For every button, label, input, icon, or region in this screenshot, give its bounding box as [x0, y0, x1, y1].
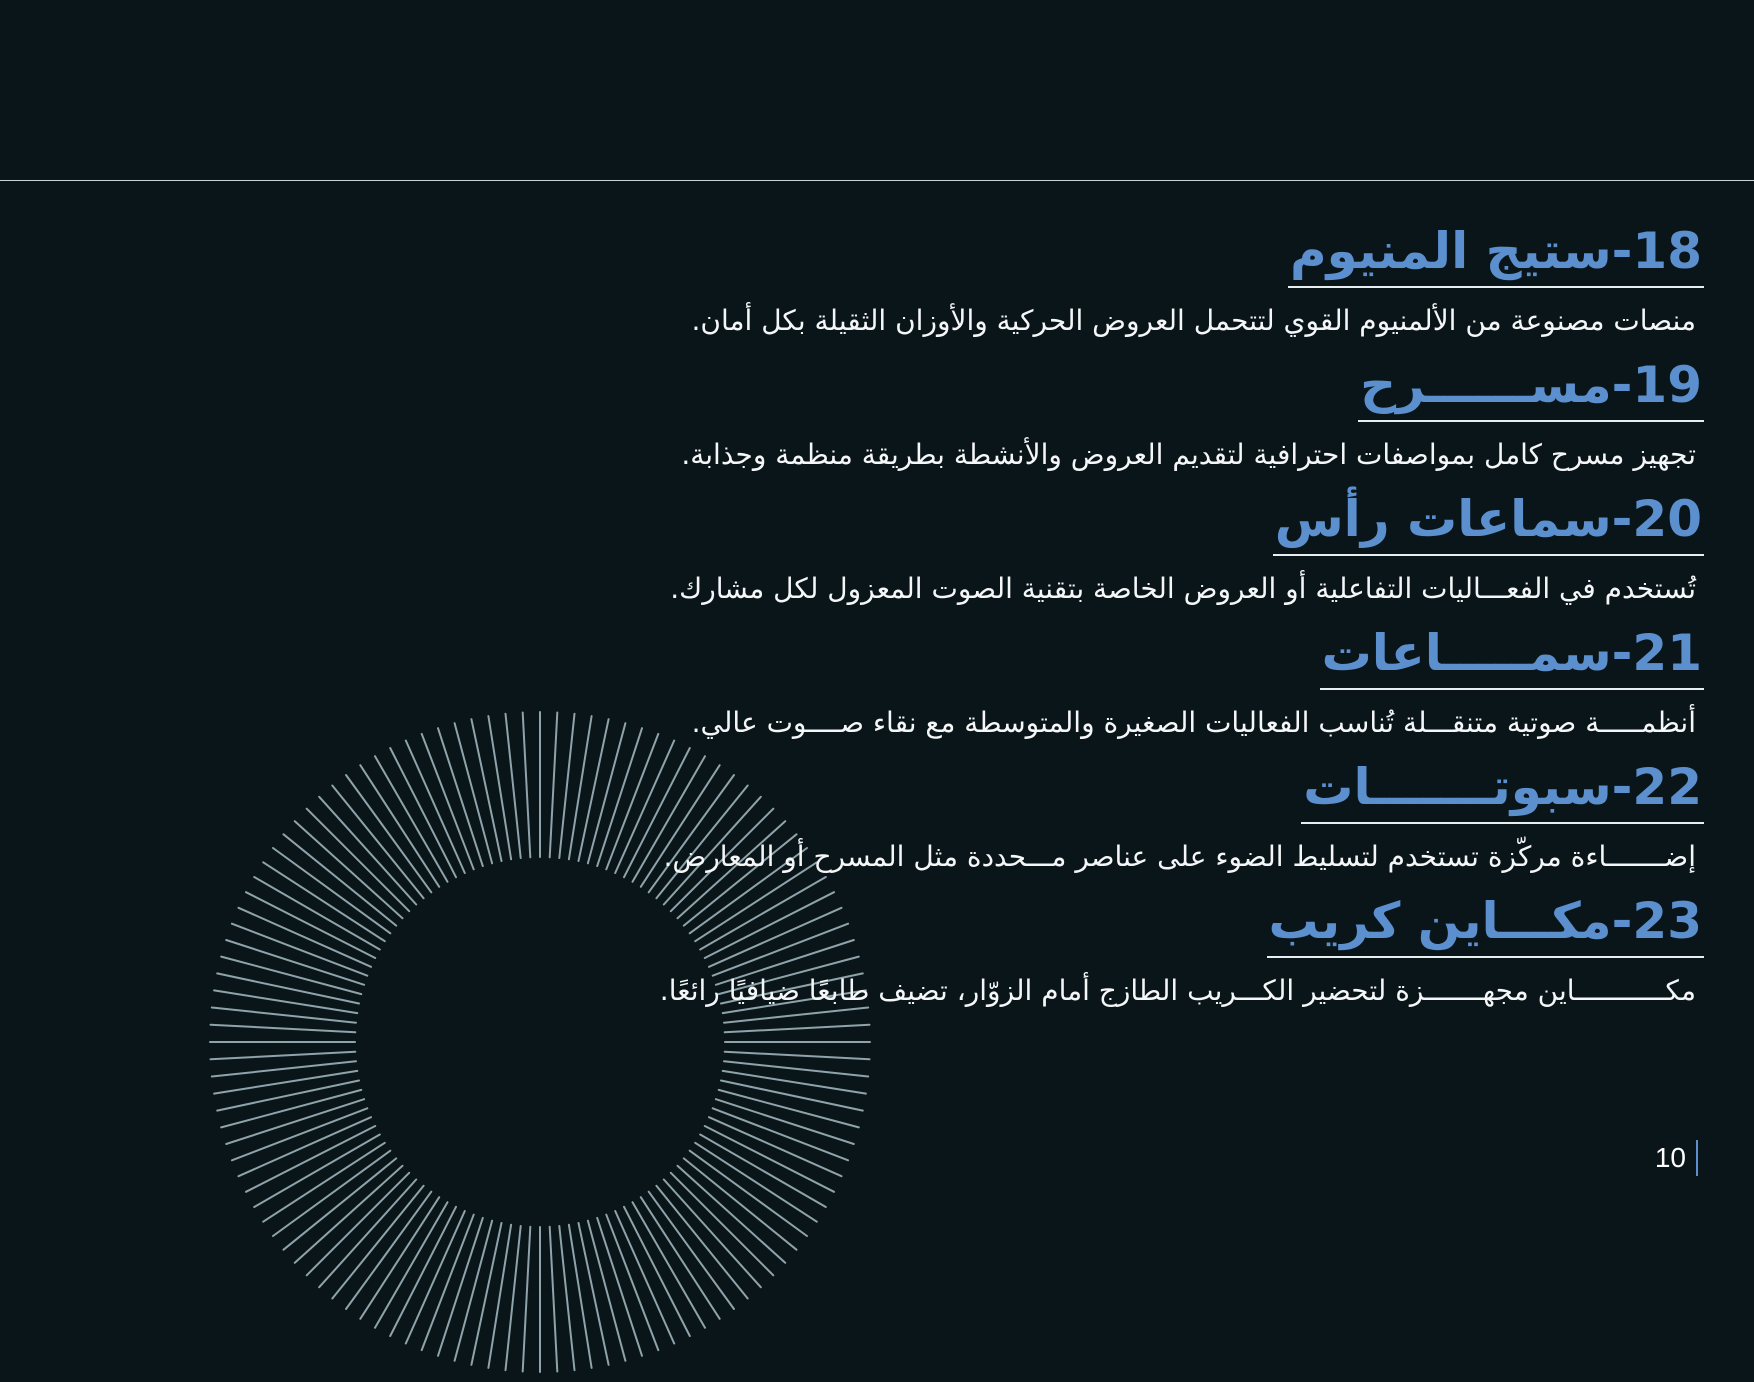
- sunburst-ray: [246, 1126, 375, 1192]
- list-item: [468, 622, 1702, 742]
- sunburst-ray: [709, 1117, 842, 1176]
- item-heading: 23-مكـــاين كريب: [1267, 890, 1705, 958]
- item-heading: 18-ستيج المنيوم: [1288, 220, 1704, 288]
- list-item: [468, 756, 1702, 876]
- item-description: منصات مصنوعة من الألمنيوم القوي لتتحمل العروض الحركية والأوزان الثقيلة بكل أمان.: [691, 304, 1696, 337]
- sunburst-ray: [239, 1117, 372, 1176]
- item-heading: 22-سبوتـــــــات: [1301, 756, 1704, 824]
- sunburst-ray: [615, 1211, 674, 1344]
- sunburst-ray: [211, 1052, 356, 1060]
- sunburst-ray: [246, 892, 375, 958]
- sunburst-ray: [705, 1126, 834, 1192]
- sunburst-ray: [725, 1025, 870, 1033]
- sunburst-ray: [390, 748, 456, 877]
- sunburst-ray: [725, 1052, 870, 1060]
- sunburst-ray: [550, 1227, 558, 1372]
- sunburst-ray: [406, 1211, 465, 1344]
- page-number: [1655, 1138, 1698, 1178]
- sunburst-ray: [226, 940, 364, 985]
- list-item: [468, 220, 1702, 340]
- item-heading: 20-سماعات رأس: [1273, 488, 1704, 556]
- sunburst-ray: [624, 1207, 690, 1336]
- item-description: مكـــــــــــاين مجهـــــــزة لتحضير الكـــريب الطازج أمام الزوّار، تضيف طابعًا ضيافيًا رائعًا.: [659, 974, 1696, 1007]
- list-item: [468, 488, 1702, 608]
- sunburst-ray: [226, 1099, 364, 1144]
- sunburst-ray: [597, 1218, 642, 1356]
- top-divider: [0, 180, 1754, 181]
- item-heading: 19-مســــــرح: [1358, 354, 1704, 422]
- list-item: [468, 354, 1702, 474]
- item-description: أنظمـــــة صوتية متنقـــلة تُناسب الفعاليات الصغيرة والمتوسطة مع نقاء صــــوت عالي.: [691, 706, 1696, 739]
- sunburst-ray: [406, 741, 465, 874]
- sunburst-ray: [438, 1218, 483, 1356]
- item-heading: 21-سمـــــاعات: [1320, 622, 1704, 690]
- sunburst-ray: [211, 1025, 356, 1033]
- item-description: تجهيز مسرح كامل بمواصفات احترافية لتقديم العروض والأنشطة بطريقة منظمة وجذابة.: [681, 438, 1696, 471]
- item-description: تُستخدم في الفعـــاليات التفاعلية أو العروض الخاصة بتقنية الصوت المعزول لكل مشارك.: [670, 572, 1696, 605]
- page-number-bar: [1696, 1140, 1698, 1176]
- sunburst-ray: [239, 908, 372, 967]
- page-number-text: 10: [1654, 1142, 1686, 1173]
- sunburst-ray: [523, 1227, 531, 1372]
- list-item: [468, 890, 1702, 1010]
- item-description: إضـــــــاءة مركّزة تستخدم لتسليط الضوء على عناصر مـــحددة مثل المسرح أو المعارض.: [663, 840, 1696, 873]
- sunburst-ray: [390, 1207, 456, 1336]
- items-list: [468, 220, 1702, 1010]
- sunburst-ray: [716, 1099, 854, 1144]
